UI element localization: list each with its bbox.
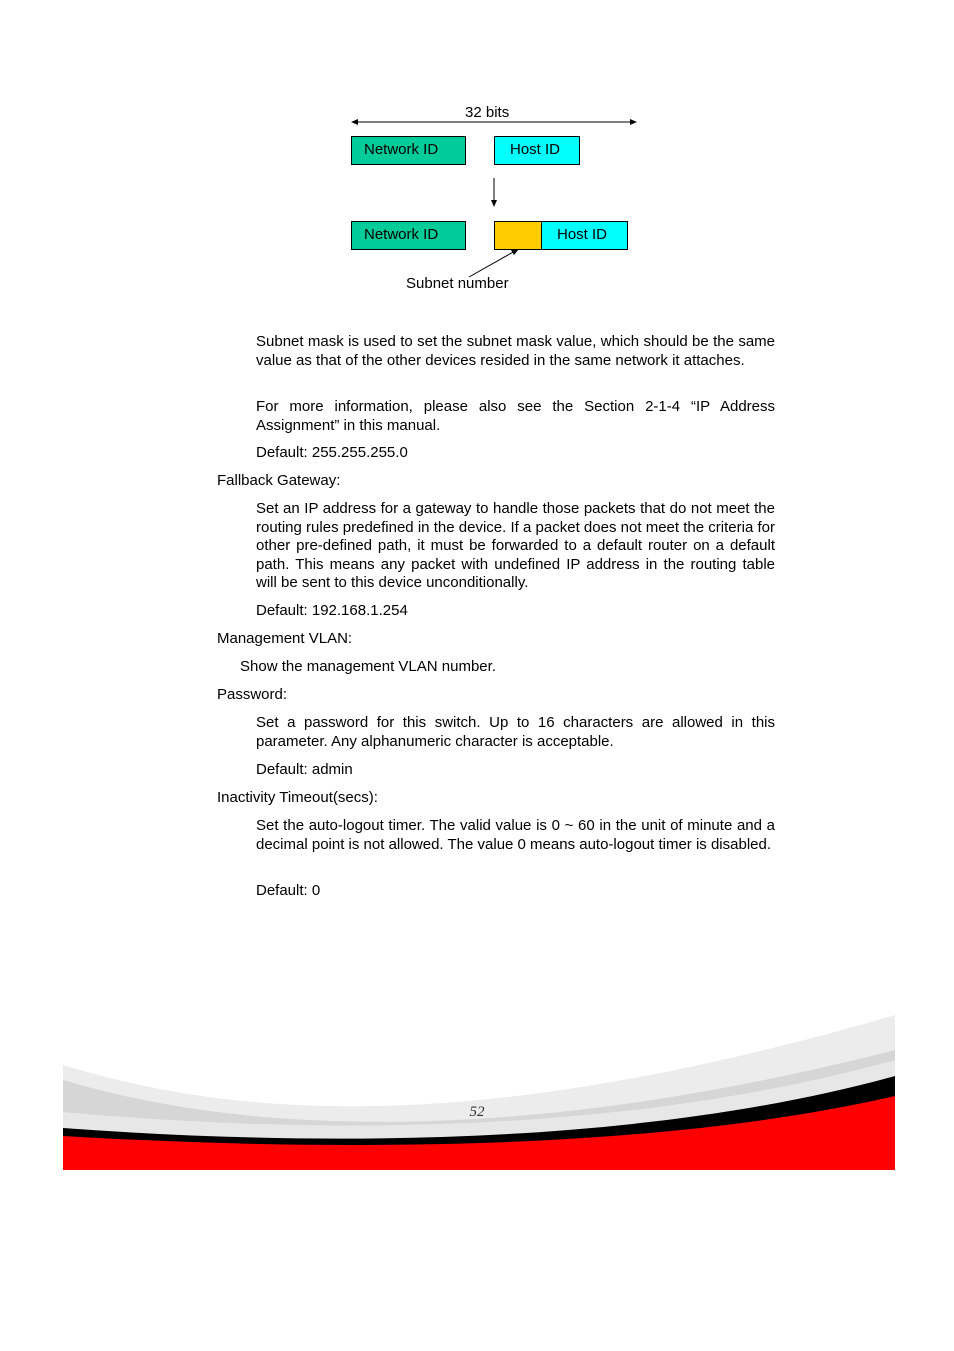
bottom-network-id-box: Network ID (351, 221, 466, 250)
fallback-gateway-heading: Fallback Gateway: (217, 472, 341, 489)
subnet-default: Default: 255.255.255.0 (256, 444, 408, 461)
inactivity-timeout-heading: Inactivity Timeout(secs): (217, 789, 378, 806)
subnet-number-label: Subnet number (406, 275, 509, 292)
bits-label: 32 bits (465, 104, 510, 121)
top-network-id-box: Network ID (351, 136, 466, 165)
footer-swoosh (63, 1010, 895, 1170)
inactivity-timeout-default: Default: 0 (256, 882, 321, 899)
subnet-description: Subnet mask is used to set the subnet mask value, which should be the same value as that of the other devices resided in the same network it attaches. (256, 333, 775, 369)
password-default: Default: admin (256, 761, 353, 778)
fallback-gateway-description: Set an IP address for a gateway to handle those packets that do not meet the routing rules predefined in the device. If a packet does not meet the criteria for other pre-defined path, it must be forwarded to a default router on a default path. This means any packet with undefined IP address in the routing table will be sent to this device unconditionally. (256, 500, 775, 592)
password-description: Set a password for this switch. Up to 16 characters are allowed in this parameter. Any alphanumeric character is acceptable. (256, 714, 775, 750)
down-arrow (487, 176, 501, 210)
top-host-id-box: Host ID (494, 136, 580, 165)
management-vlan-description: Show the management VLAN number. (240, 658, 496, 675)
password-heading: Password: (217, 686, 288, 703)
page-number: 52 (469, 1104, 485, 1120)
bits-arrow (345, 113, 645, 131)
subnet-more-info: For more information, please also see the Section 2-1-4 “IP Address Assignment” in this manual. (256, 398, 775, 434)
fallback-gateway-default: Default: 192.168.1.254 (256, 602, 408, 619)
bottom-host-id-box: Host ID (541, 221, 628, 250)
management-vlan-heading: Management VLAN: (217, 630, 353, 647)
inactivity-timeout-description: Set the auto-logout timer. The valid value is 0 ~ 60 in the unit of minute and a decimal point is not allowed. The value 0 means auto-logout timer is disabled. (256, 817, 775, 853)
